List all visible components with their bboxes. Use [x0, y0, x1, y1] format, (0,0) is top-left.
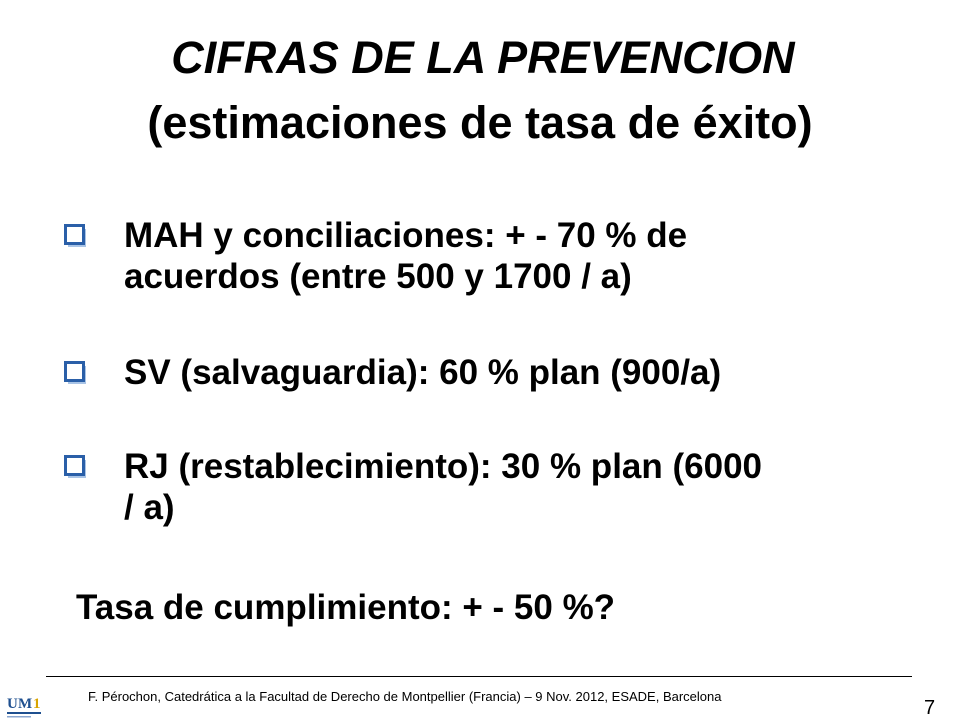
square-bullet-icon — [64, 224, 88, 248]
slide-title-line-2: (estimaciones de tasa de éxito) — [147, 97, 813, 148]
bullet-item-rj — [124, 446, 762, 528]
bullet-item-mah-line-1: MAH y conciliaciones: + - 70 % de — [124, 216, 688, 255]
university-logo-icon — [4, 688, 44, 720]
bullet-item-rj-line-2: / a) — [124, 488, 175, 527]
bullet-item-sv-line-1: SV (salvaguardia): 60 % plan (900/a) — [124, 353, 722, 392]
svg-text:U: U — [7, 696, 18, 712]
bullet-item-mah — [124, 215, 687, 297]
page-number: 7 — [924, 697, 936, 719]
svg-text:1: 1 — [33, 696, 41, 712]
footer-credit: F. Pérochon, Catedrática a la Facultad de Derecho de Montpellier (Francia) – 9 Nov. 2012, ESADE, Barcelona — [88, 689, 722, 704]
slide-title-line-1: CIFRAS DE LA PREVENCION — [171, 32, 795, 83]
square-bullet-icon — [64, 455, 88, 479]
footer-divider — [46, 676, 912, 677]
bullet-item-sv — [124, 352, 721, 393]
bullet-item-rj-line-1: RJ (restablecimiento): 30 % plan (6000 — [124, 447, 762, 486]
bullet-item-mah-line-2: acuerdos (entre 500 y 1700 / a) — [124, 257, 632, 296]
square-bullet-icon — [64, 361, 88, 385]
svg-text:M: M — [18, 696, 33, 712]
summary-statement: Tasa de cumplimiento: + - 50 %? — [76, 588, 616, 627]
